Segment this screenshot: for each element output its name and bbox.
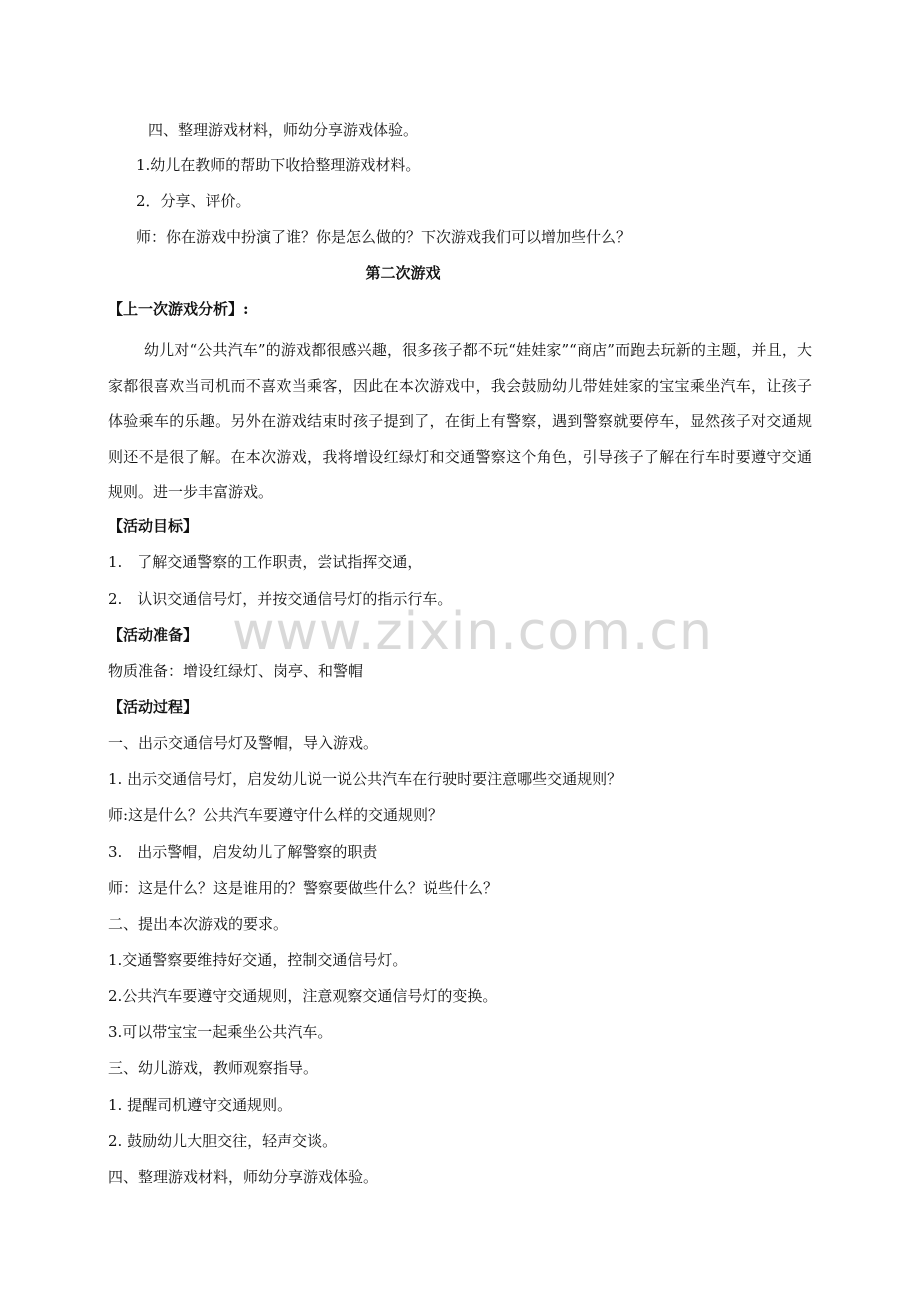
process-item: 1. 提醒司机遵守交通规则。 [108,1096,293,1114]
step-four-heading: 四、整理游戏材料，师幼分享游戏体验。 [148,121,419,139]
process-item: 3.可以带宝宝一起乘坐公共汽车。 [108,1023,333,1041]
analysis-heading: 【上一次游戏分析】: [108,300,249,318]
process-item: 师：这是什么？这是谁用的？警察要做些什么？说些什么？ [108,879,499,897]
process-item: 2. 鼓励幼儿大胆交往，轻声交谈。 [108,1132,338,1150]
process-step: 三、幼儿游戏，教师观察指导。 [108,1059,319,1077]
process-step: 一、出示交通信号灯及警帽，导入游戏。 [108,734,379,752]
process-item: 3. 出示警帽，启发幼儿了解警察的职责 [108,843,378,861]
teacher-question: 师：你在游戏中扮演了谁？你是怎么做的？下次游戏我们可以增加些什么？ [136,228,632,246]
list-item: 1.幼儿在教师的帮助下收拾整理游戏材料。 [136,156,421,174]
list-item: 2．分享、评价。 [136,192,251,210]
process-item: 2.公共汽车要遵守交通规则，注意观察交通信号灯的变换。 [108,987,498,1005]
process-heading: 【活动过程】 [108,698,199,716]
section-title: 第二次游戏 [365,264,441,282]
prep-heading: 【活动准备】 [108,626,199,644]
process-item: 1. 出示交通信号灯，启发幼儿说一说公共汽车在行驶时要注意哪些交通规则？ [108,770,623,788]
goal-item: 1. 了解交通警察的工作职责，尝试指挥交通， [108,553,423,571]
process-step: 二、提出本次游戏的要求。 [108,915,289,933]
goal-item: 2. 认识交通信号灯，并按交通信号灯的指示行车。 [108,590,453,608]
watermark: www.zixin.com.cn [232,602,713,662]
process-item: 1.交通警察要维持好交通，控制交通信号灯。 [108,951,408,969]
process-item: 师:这是什么？公共汽车要遵守什么样的交通规则？ [108,806,444,824]
prep-text: 物质准备：增设红绿灯、岗亭、和警帽 [108,662,364,680]
goals-heading: 【活动目标】 [108,517,199,535]
analysis-paragraph: 幼儿对“公共汽车”的游戏都很感兴趣，很多孩子都不玩“娃娃家”“商店”而跑去玩新的主题，并且，大家都很喜欢当司机而不喜欢当乘客，因此在本次游戏中，我会鼓励幼儿带娃娃家的宝宝乘坐汽车，让孩子体验乘车的乐趣。另外在游戏结束时孩子提到了，在街上有警察，遇到警察就要停车，显然孩子对交通规则还不是很了解。在本次游戏，我将增设红绿灯和交通警察这个角色，引导孩子了解在行车时要遵守交通规则。进一步丰富游戏。 [108,341,812,501]
process-step: 四、整理游戏材料，师幼分享游戏体验。 [108,1168,379,1186]
